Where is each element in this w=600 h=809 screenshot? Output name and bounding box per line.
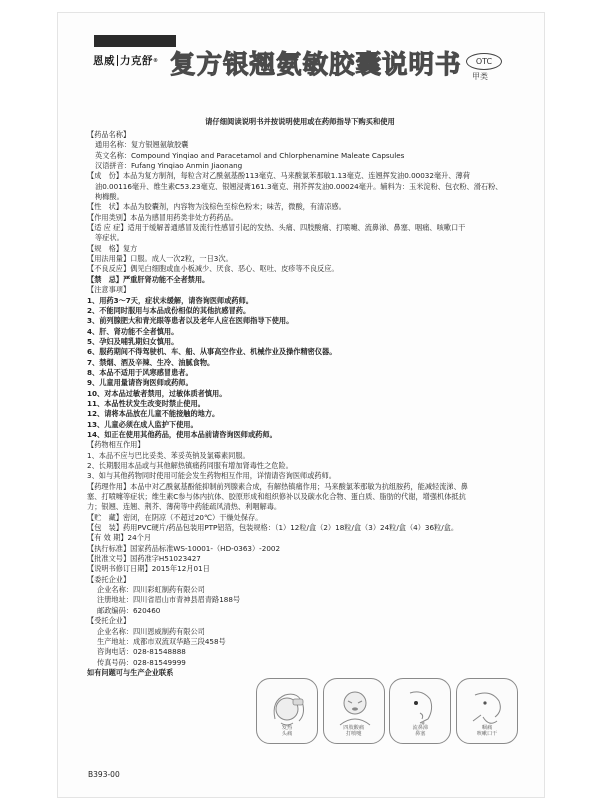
precaution-item: 8、本品不适用于风寒感冒患者。: [87, 367, 193, 377]
appearance: 【性 状】本品为胶囊剂，内容物为浅棕色至棕色粉末；味苦，微酸，有清凉感。: [87, 202, 346, 212]
generic-name: 通用名称：复方银翘氨敏胶囊: [95, 140, 189, 150]
precaution-item: 6、服药期间不得驾驶机、车、船、从事高空作业、机械作业及操作精密仪器。: [87, 347, 337, 357]
brand-logo: [93, 53, 177, 68]
print-code: B393-00: [88, 770, 120, 779]
contraindications: 【禁 忌】严重肝肾功能不全者禁用。: [87, 274, 210, 284]
section-interactions: 【药物相互作用】: [87, 440, 145, 450]
dosage: 【用法用量】口服。成人一次2粒，一日3次。: [87, 254, 233, 264]
runny-nose-icon: [389, 678, 451, 744]
indications-line-1: 【适 应 症】适用于缓解普通感冒及流行性感冒引起的发热、头痛、四肢酸痛、打喷嚏、流鼻涕、鼻塞、咽痛、咳嗽口干: [87, 223, 466, 233]
pinyin-name: 汉语拼音：Fufang Yinqiao Anmin Jiaonang: [95, 161, 243, 171]
interaction-item: 1、本品不应与巴比妥类、苯妥英钠及氯霉素同服。: [87, 450, 250, 460]
precaution-item: 7、禁烟、酒及辛辣、生冷、油腻食物。: [87, 357, 215, 367]
precaution-item: 12、请将本品放在儿童不能接触的地方。: [87, 409, 220, 419]
expiry: 【有 效 期】24个月: [87, 533, 152, 543]
manufacturer-fax: 传真号码：028-81549999: [97, 657, 186, 667]
pharmacology-line-2: 塞、打喷嚏等症状；维生素C参与体内抗体、胶原形成和组织修补以及碳水化合物、蛋白质、脂肪的代谢，增强机体抵抗: [87, 492, 466, 502]
ingredients-line-3: 枸橼酸。: [95, 192, 124, 202]
pharmacology-line-1: 【药理作用】本品中对乙酰氨基酚能抑制前列腺素合成，有解热镇痛作用；马来酸氯苯那敏为抗组胺药，能减轻流涕、鼻: [87, 481, 468, 491]
fever-headache-icon: [256, 678, 318, 744]
indications-line-2: 等症状。: [95, 233, 124, 243]
body-ache-sneeze-icon: [323, 678, 385, 744]
otc-class-label: 甲类: [472, 72, 488, 81]
ingredients-line-1: 【成 份】本品为复方制剂，每粒含对乙酰氨基酚113毫克、马来酸氯苯那敏1.13毫克、连翘挥发油0.00032毫升、薄荷: [87, 171, 470, 181]
standard: 【执行标准】国家药品标准WS-10001-（HD-0363）-2002: [87, 543, 281, 553]
section-manufacturer: 【受托企业】: [87, 616, 131, 626]
precaution-item: 10、对本品过敏者禁用，过敏体质者慎用。: [87, 388, 227, 398]
precaution-item: 2、不能同时服用与本品成份相似的其他抗感冒药。: [87, 305, 251, 315]
entrusting-company-address: 注册地址：四川省眉山市青神县眉青路188号: [97, 595, 241, 605]
brand-name-a: 恩威: [93, 55, 115, 67]
entrusting-company-name: 企业名称：四川彩虹制药有限公司: [97, 585, 205, 595]
otc-badge: OTC: [466, 53, 502, 70]
manufacturer-phone: 咨询电话：028-81548888: [97, 647, 186, 657]
specification: 【规 格】复方: [87, 243, 138, 253]
category: 【作用类别】本品为感冒用药类非处方药药品。: [87, 212, 238, 222]
storage: 【贮 藏】密闭，在阴凉（不超过20℃）干燥处保存。: [87, 512, 263, 522]
contact-note: 如有问题可与生产企业联系: [87, 667, 174, 677]
precaution-item: 9、儿童用量请咨询医师或药师。: [87, 378, 193, 388]
precaution-item: 3、前列腺肥大和青光眼等患者以及老年人应在医师指导下使用。: [87, 316, 294, 326]
section-drug-name: 【药品名称】: [87, 130, 131, 139]
approval-number: 【批准文号】国药准字H51023427: [87, 554, 201, 564]
precaution-item: 4、肝、肾功能不全者慎用。: [87, 326, 179, 336]
interaction-item: 3、如与其他药物同时使用可能会发生药物相互作用，详情请咨询医师或药师。: [87, 471, 336, 481]
packaging: 【包 装】药用PVC硬片/药品包装用PTP铝箔，包装规格：（1）12粒/盒（2）18粒/盒（3）24粒/盒（4）36粒/盒。: [87, 523, 459, 533]
icon-caption: 流鼻涕 鼻塞: [412, 725, 429, 737]
icon-caption: 咽痛 咳嗽口干: [476, 725, 498, 737]
english-name: 英文名称：Compound Yinqiao and Paracetamol and Chlorphenamine Maleate Capsules: [95, 150, 405, 160]
precaution-item: 1、用药3～7天，症状未缓解，请咨询医师或药师。: [87, 295, 253, 305]
interaction-item: 2、长期服用本品或与其他解热镇痛药同服有增加肾毒性之危险。: [87, 461, 293, 470]
manufacturer-name: 企业名称：四川恩威制药有限公司: [97, 626, 205, 636]
revision-date: 【说明书修订日期】2015年12月01日: [87, 564, 210, 574]
entrusting-company-postcode: 邮政编码：620460: [97, 605, 161, 615]
icon-caption: 四肢酸痛 打喷嚏: [343, 725, 365, 737]
symptom-icons: [256, 678, 518, 746]
precaution-item: 14、如正在使用其他药品，使用本品前请咨询医师或药师。: [87, 429, 277, 439]
ingredients-line-2: 油0.00116毫升、维生素C53.23毫克、银翘浸膏161.3毫克、荆芥挥发油0.00024毫升。辅料为：玉米淀粉、包衣粉、滑石粉、: [95, 181, 503, 191]
manufacturer-address: 生产地址：成都市双流双华路三段458号: [97, 636, 226, 646]
precaution-item: 13、儿童必须在成人监护下使用。: [87, 419, 198, 429]
pharmacology-line-3: 力；银翘、连翘、荆芥、薄荷等中药能疏风清热、利咽解毒。: [87, 502, 282, 512]
brand-separator: [117, 55, 118, 66]
usage-notice: 请仔细阅读说明书并按说明使用或在药师指导下购买和使用: [205, 117, 395, 126]
logo-bar: [94, 35, 176, 47]
icon-caption: 发热 头痛: [281, 725, 293, 737]
sore-throat-icon: [456, 678, 518, 744]
registered-mark: ®: [153, 57, 159, 64]
precaution-item: 5、孕妇及哺乳期妇女慎用。: [87, 336, 179, 346]
document-title: 复方银翘氨敏胶囊说明书: [170, 50, 462, 80]
leaflet-body: [87, 130, 513, 678]
section-entrusting-company: 【委托企业】: [87, 574, 131, 584]
section-precautions: 【注意事项】: [87, 285, 131, 295]
adverse-reactions: 【不良反应】偶见白细胞或血小板减少、厌食、恶心、呕吐、皮疹等不良反应。: [87, 264, 339, 274]
brand-name-b: 力克舒: [120, 55, 153, 67]
precaution-item: 11、本品性状发生改变时禁止使用。: [87, 398, 205, 408]
